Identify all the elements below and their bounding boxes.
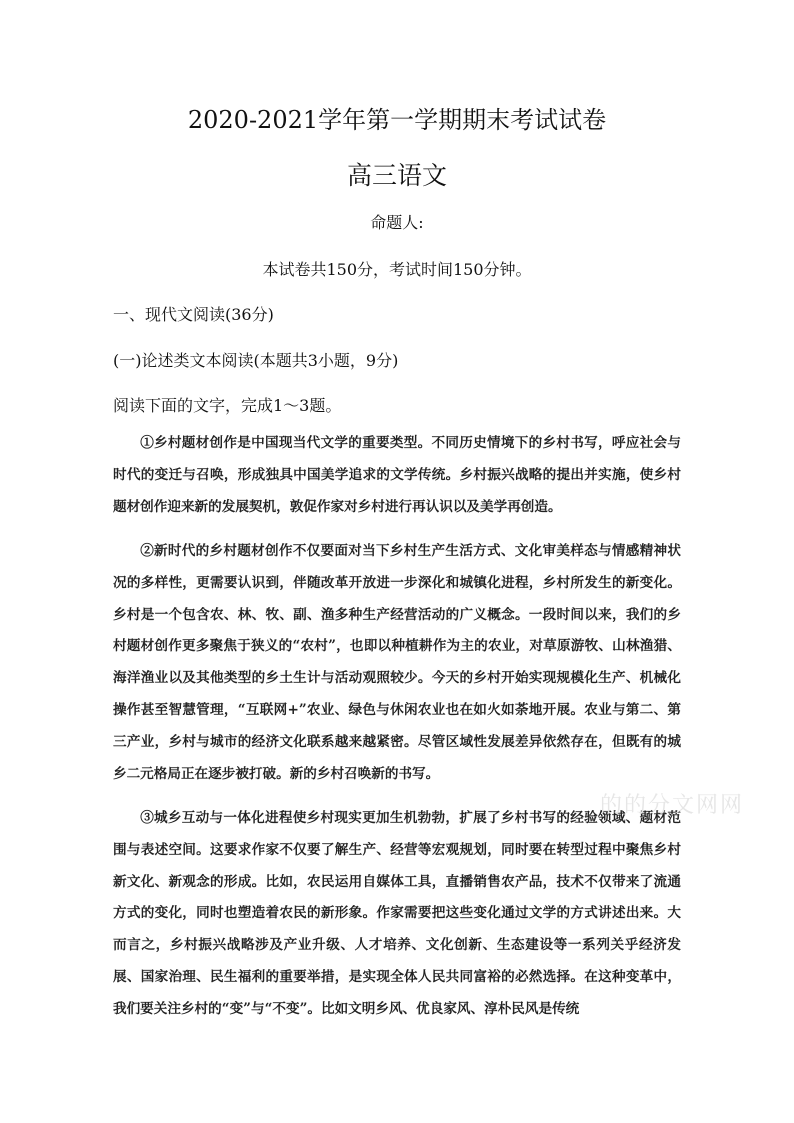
section-heading: 一、现代文阅读(36分) <box>113 305 274 324</box>
paragraph-2: ②新时代的乡村题材创作不仅要面对当下乡村生产生活方式、文化审美样态与情感精神状况的多样性，更需要认识到，伴随改革开放进一步深化和城镇化进程，乡村所发生的新变化。乡村是一个包含农、林、牧、副、渔多种生产经营活动的广义概念。一段时间以来，我们的乡村题材创作更多聚焦于狭义的“农村”，也即以种植耕作为主的农业，对草原游牧、山林渔猎、海洋渔业以及其他类型的乡土生计与活动观照较少。今天的乡村开始实现规模化生产、机械化操作甚至智慧管理，“互联网+”农业、绿色与休闲农业也在如火如荼地开展。农业与第二、第三产业，乡村与城市的经济文化联系越来越紧密。尽管区域性发展差异依然存在，但既有的城乡二元格局正在逐步被打破。新的乡村召唤新的书写。 <box>113 543 681 782</box>
subsection-heading: (一)论述类文本阅读(本题共3小题，9分) <box>113 351 399 370</box>
subject-title: 高三语文 <box>346 161 447 190</box>
reading-instruction: 阅读下面的文字，完成1～3题。 <box>113 396 342 415</box>
exam-info: 本试卷共150分，考试时间150分钟。 <box>262 260 532 279</box>
watermark: 的的分文网网 <box>600 793 745 818</box>
paragraph-1: ①乡村题材创作是中国现当代文学的重要类型。不同历史情境下的乡村书写，呼应社会与时代的变迁与召唤，形成独具中国美学追求的文学传统。乡村振兴战略的提出并实施，使乡村题材创作迎来新的发展契机，敦促作家对乡村进行再认识以及美学再创造。 <box>113 435 681 515</box>
paragraph-3: ③城乡互动与一体化进程使乡村现实更加生机勃勃，扩展了乡村书写的经验领域、题材范围与表述空间。这要求作家不仅要了解生产、经营等宏观规划，同时要在转型过程中聚焦乡村新文化、新观念的形成。比如，农民运用自媒体工具，直播销售农产品，技术不仅带来了流通方式的变化，同时也塑造着农民的新形象。作家需要把这些变化通过文学的方式讲述出来。大而言之，乡村振兴战略涉及产业升级、人才培养、文化创新、生态建设等一系列关乎经济发展、国家治理、民生福利的重要举措，是实现全体人民共同富裕的必然选择。在这种变革中，我们要关注乡村的“变”与“不变”。比如文明乡风、优良家风、淳朴民风是传统 <box>113 810 681 1017</box>
author-label: 命题人: <box>370 213 424 232</box>
exam-title: 2020-2021学年第一学期期末考试试卷 <box>187 106 607 134</box>
